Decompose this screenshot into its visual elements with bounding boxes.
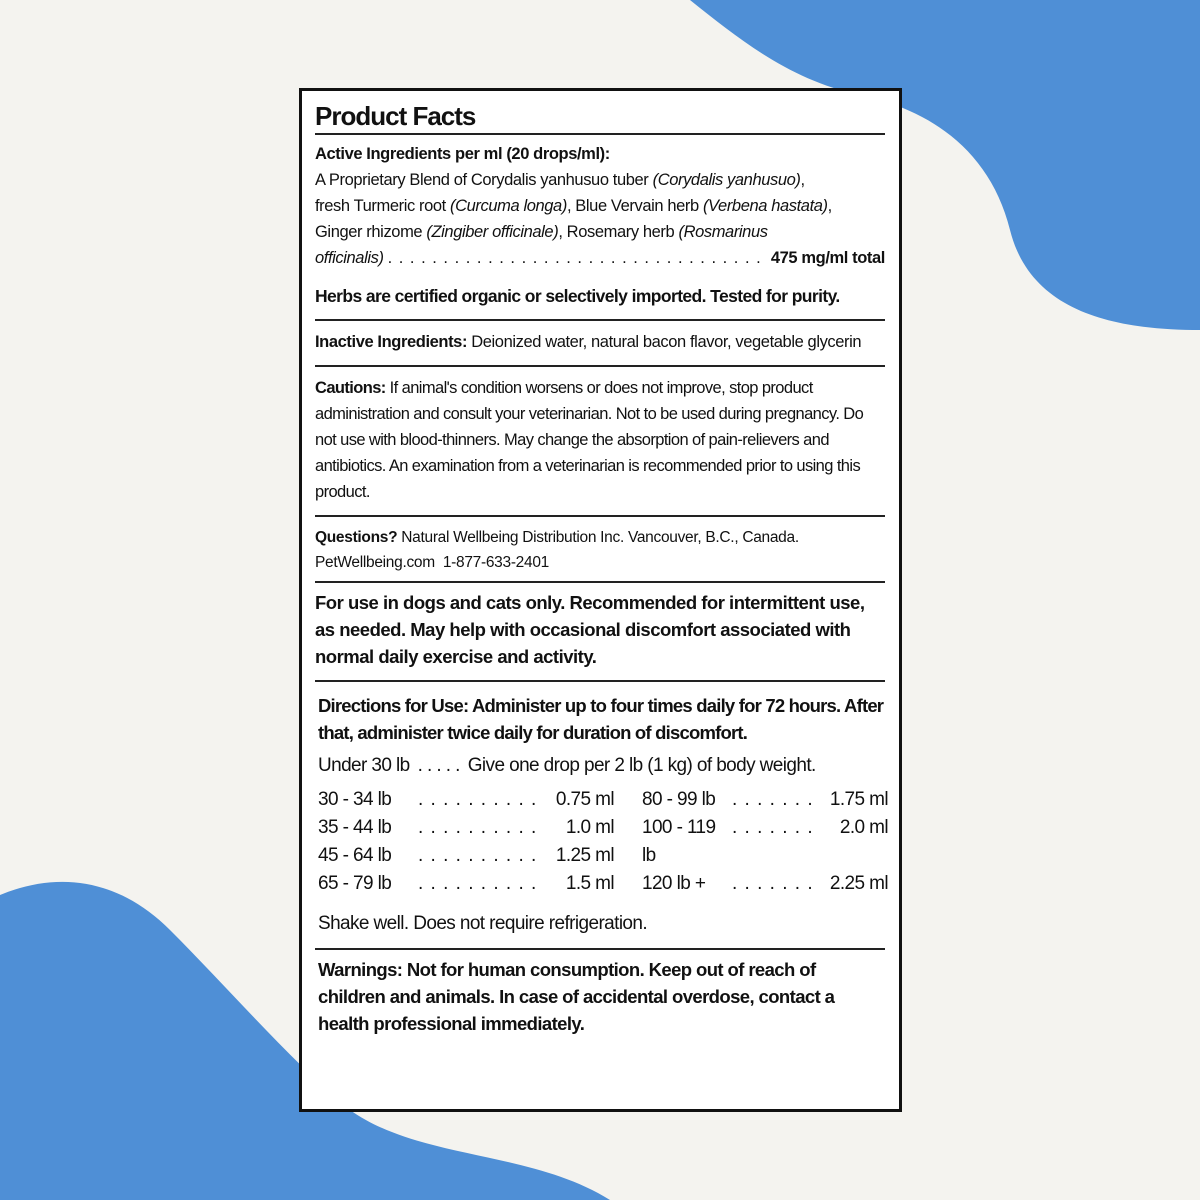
text: , Blue Vervain herb bbox=[566, 197, 703, 215]
leader-dots: . . . . . bbox=[417, 755, 460, 776]
directions-heading: Directions for Use: Administer up to four times daily for 72 hours. After that, administer twice daily for duration of discomfort. bbox=[318, 695, 884, 743]
questions bbox=[315, 517, 885, 575]
dosage-row bbox=[642, 786, 888, 814]
dose-amount: 1.25 ml bbox=[555, 845, 614, 866]
under-weight-row bbox=[318, 752, 885, 780]
active-line-3 bbox=[315, 219, 885, 245]
latin-name: (Rosmarinus bbox=[678, 223, 768, 241]
active-ingredients-heading: Active Ingredients per ml (20 drops/ml): bbox=[315, 145, 610, 163]
latin-name: (Corydalis yanhusuo) bbox=[652, 171, 801, 189]
storage-note: Shake well. Does not require refrigeration. bbox=[318, 913, 648, 934]
dose-amount: 1.0 ml bbox=[565, 817, 614, 838]
product-facts-label bbox=[299, 88, 902, 1112]
warnings bbox=[315, 950, 885, 1037]
active-ingredients-section bbox=[315, 135, 885, 271]
weight-range: 30 - 34 lb bbox=[318, 789, 392, 810]
weight-range: 35 - 44 lb bbox=[318, 817, 392, 838]
inactive-ingredients bbox=[315, 321, 885, 355]
dosage-row bbox=[318, 870, 614, 898]
leader-dots bbox=[732, 786, 818, 814]
under-weight: Under 30 lb bbox=[318, 755, 410, 776]
text: fresh Turmeric root bbox=[315, 197, 451, 215]
leader-dots bbox=[418, 870, 538, 898]
weight-range: 80 - 99 lb bbox=[642, 789, 716, 810]
dosage-row bbox=[642, 814, 888, 870]
leader-dots bbox=[732, 870, 818, 898]
dosage-row bbox=[318, 814, 614, 842]
questions-text: Natural Wellbeing Distribution Inc. Vancouver, B.C., Canada. bbox=[397, 529, 799, 546]
dosage-table bbox=[318, 786, 888, 898]
cautions-text: If animal's condition worsens or does not improve, stop product administration and consult your veterinarian. Not to be used during pregnancy. Do not use with blood-thinners. May change the absorption of pain-relievers and antibiotics. An examination from a veterinarian is recommended prior to using this product. bbox=[315, 379, 864, 501]
total-amount: 475 mg/ml total bbox=[770, 249, 885, 267]
active-line-2 bbox=[315, 193, 885, 219]
latin-name: (Curcuma longa) bbox=[450, 197, 567, 215]
leader-dots bbox=[732, 814, 818, 870]
weight-range: 45 - 64 lb bbox=[318, 845, 392, 866]
dosage-column-left bbox=[318, 786, 614, 898]
label-title: Product Facts bbox=[315, 101, 476, 131]
dose-amount: 2.0 ml bbox=[839, 817, 888, 838]
weight-range: 100 - 119 lb bbox=[642, 817, 716, 866]
text: , Rosemary herb bbox=[558, 223, 679, 241]
latin-name: (Verbena hastata) bbox=[702, 197, 828, 215]
herbs-note: Herbs are certified organic or selectively imported. Tested for purity. bbox=[315, 286, 840, 306]
leader-dots bbox=[418, 814, 538, 842]
dosage-row bbox=[318, 786, 614, 814]
warnings-text: Not for human consumption. Keep out of reach of children and animals. In case of accidental overdose, contact a health professional immediately. bbox=[318, 959, 835, 1034]
text: , bbox=[800, 171, 805, 189]
dosage-row bbox=[642, 870, 888, 898]
active-line-4 bbox=[315, 245, 885, 271]
dosage-column-right bbox=[642, 786, 888, 898]
weight-range: 120 lb + bbox=[642, 873, 706, 894]
text: A Proprietary Blend of Corydalis yanhusuo tuber bbox=[315, 171, 653, 189]
use-statement: For use in dogs and cats only. Recommended for intermittent use, as needed. May help with occasional discomfort associated with normal daily exercise and activity. bbox=[315, 592, 865, 667]
latin-name: (Zingiber officinale) bbox=[426, 223, 559, 241]
cautions-heading: Cautions: bbox=[315, 379, 386, 397]
leader-dots bbox=[388, 245, 767, 271]
warnings-heading: Warnings: bbox=[318, 959, 403, 980]
weight-range: 65 - 79 lb bbox=[318, 873, 392, 894]
under-weight-instruction: Give one drop per 2 lb (1 kg) of body weight. bbox=[467, 755, 816, 776]
questions-heading: Questions? bbox=[315, 529, 398, 546]
contact-info: PetWellbeing.com 1-877-633-2401 bbox=[315, 554, 549, 571]
inactive-text: Deionized water, natural bacon flavor, vegetable glycerin bbox=[467, 333, 862, 351]
dose-amount: 1.5 ml bbox=[565, 873, 614, 894]
dose-amount: 2.25 ml bbox=[829, 873, 888, 894]
latin-name: officinalis) bbox=[315, 249, 384, 267]
dosage-row bbox=[318, 842, 614, 870]
leader-dots bbox=[418, 786, 538, 814]
active-line-1 bbox=[315, 167, 885, 193]
directions-section bbox=[315, 682, 888, 938]
text: Ginger rhizome bbox=[315, 223, 427, 241]
dose-amount: 1.75 ml bbox=[829, 789, 888, 810]
inactive-heading: Inactive Ingredients: bbox=[315, 333, 468, 351]
leader-dots bbox=[418, 842, 538, 870]
dose-amount: 0.75 ml bbox=[555, 789, 614, 810]
cautions bbox=[315, 367, 885, 505]
text: , bbox=[827, 197, 832, 215]
